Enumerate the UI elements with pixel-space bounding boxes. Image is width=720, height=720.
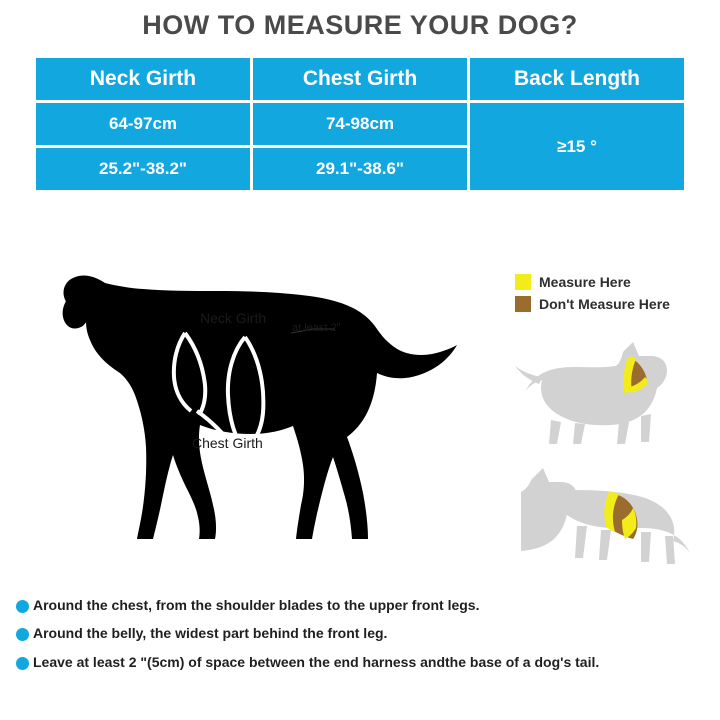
- cell-chest-inch: 29.1"-38.6": [253, 148, 467, 190]
- brown-swatch-icon: [515, 296, 531, 312]
- cell-neck-inch: 25.2"-38.2": [36, 148, 250, 190]
- small-dog-examples: [515, 340, 715, 570]
- yellow-swatch-icon: [515, 274, 531, 290]
- legend-label-measure: Measure Here: [539, 274, 631, 290]
- page-title: HOW TO MEASURE YOUR DOG?: [142, 10, 578, 40]
- list-item: [16, 626, 716, 641]
- note-text: Leave at least 2 "(5cm) of space between the end harness andthe base of a dog's tail.: [33, 653, 600, 670]
- legend-label-dont-measure: Don't Measure Here: [539, 296, 670, 312]
- chest-girth-label: Chest Girth: [192, 435, 263, 451]
- table-header-back: Back Length: [470, 58, 684, 100]
- table-header-chest: Chest Girth: [253, 58, 467, 100]
- neck-girth-label: Neck Girth: [200, 310, 267, 326]
- table-row: [36, 103, 684, 145]
- small-dog-chest-example: [521, 468, 690, 564]
- dog-silhouette-diagram: [45, 245, 465, 575]
- bullet-icon: [16, 628, 29, 641]
- bullet-icon: [16, 600, 29, 613]
- at-least-2-label: at least 2": [292, 322, 341, 334]
- legend-item-measure: [515, 274, 715, 290]
- cell-back-length: ≥15 °: [470, 103, 684, 190]
- legend-item-dont-measure: [515, 296, 715, 312]
- measurement-table: [33, 55, 687, 187]
- cell-neck-cm: 64-97cm: [36, 103, 250, 145]
- cell-chest-cm: 74-98cm: [253, 103, 467, 145]
- legend: [515, 274, 715, 318]
- bullet-icon: [16, 657, 29, 670]
- notes-list: [16, 598, 716, 683]
- list-item: [16, 655, 716, 670]
- table-header-row: [36, 58, 684, 100]
- table-header-neck: Neck Girth: [36, 58, 250, 100]
- small-dog-neck-example: [515, 342, 667, 444]
- list-item: [16, 598, 716, 613]
- note-text: Around the belly, the widest part behind the front leg.: [33, 625, 388, 642]
- note-text: Around the chest, from the shoulder blades to the upper front legs.: [33, 597, 480, 613]
